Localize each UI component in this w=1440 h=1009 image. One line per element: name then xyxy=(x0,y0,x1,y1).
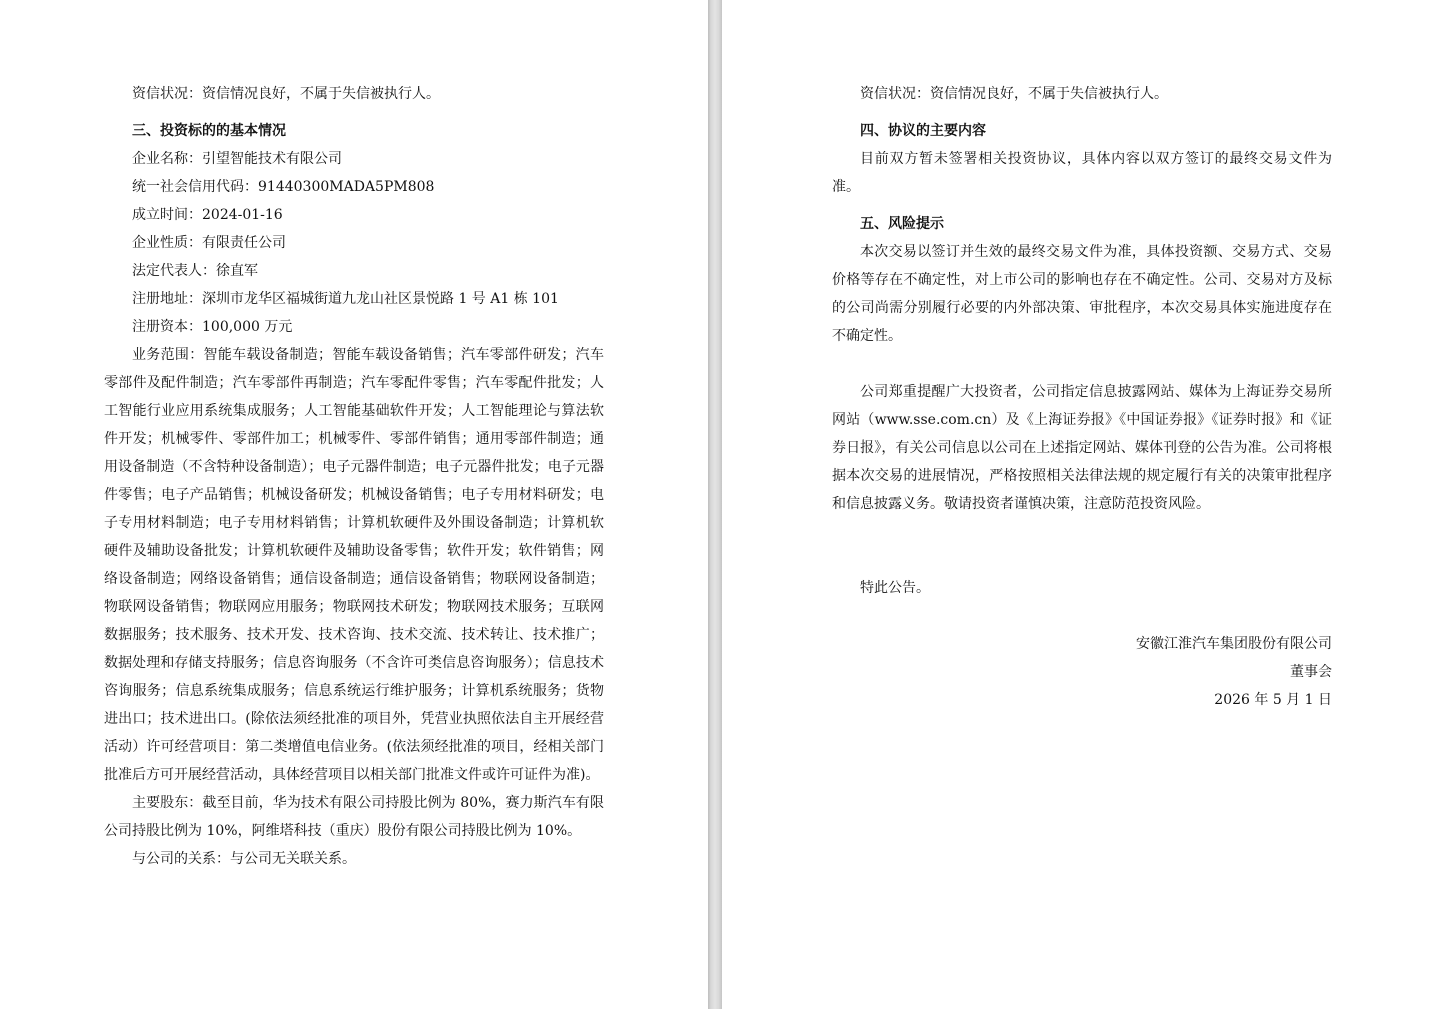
document-page-right xyxy=(722,0,1440,1009)
shareholders-paragraph: 主要股东：截至目前，华为技术有限公司持股比例为 80%，赛力斯汽车有限公司持股比例为 10%，阿维塔科技（重庆）股份有限公司持股比例为 10%。 xyxy=(104,795,604,839)
signature-company: 安徽江淮汽车集团股份有限公司 xyxy=(1136,636,1332,652)
field-credit-code: 统一社会信用代码：91440300MADA5PM808 xyxy=(132,179,435,195)
section-heading-investment-target: 三、投资标的的基本情况 xyxy=(132,123,286,139)
relation-paragraph: 与公司的关系：与公司无关联关系。 xyxy=(132,851,356,867)
page-content xyxy=(104,80,604,873)
credit-status-line: 资信状况：资信情况良好，不属于失信被执行人。 xyxy=(132,86,440,102)
field-company-name: 企业名称：引望智能技术有限公司 xyxy=(132,151,342,167)
field-company-nature: 企业性质：有限责任公司 xyxy=(132,235,286,251)
field-legal-representative: 法定代表人：徐直军 xyxy=(132,263,258,279)
page-gap xyxy=(708,0,722,1009)
paragraph-spacer xyxy=(832,602,1332,630)
business-scope-paragraph: 业务范围：智能车载设备制造；智能车载设备销售；汽车零部件研发；汽车零部件及配件制造；汽车零部件再制造；汽车零配件零售；汽车零配件批发；人工智能行业应用系统集成服务；人工智能基础软件开发；人工智能理论与算法软件开发；机械零件、零部件加工；机械零件、零部件销售；通用零部件制造；通用设备制造（不含特种设备制造）；电子元器件制造；电子元器件批发；电子元器件零售；电子产品销售；机械设备研发；机械设备销售；电子专用材料研发；电子专用材料制造；电子专用材料销售；计算机软硬件及外围设备制造；计算机软硬件及辅助设备批发；计算机软硬件及辅助设备零售；软件开发；软件销售；网络设备制造；网络设备销售；通信设备制造；通信设备销售；物联网设备制造；物联网设备销售；物联网应用服务；物联网技术研发；物联网技术服务；互联网数据服务；技术服务、技术开发、技术咨询、技术交流、技术转让、技术推广；数据处理和存储支持服务；信息咨询服务（不含许可类信息咨询服务）；信息技术咨询服务；信息系统集成服务；信息系统运行维护服务；计算机系统服务；货物进出口；技术进出口。(除依法须经批准的项目外，凭营业执照依法自主开展经营活动）许可经营项目：第二类增值电信业务。(依法须经批准的项目，经相关部门批准后方可开展经营活动，具体经营项目以相关部门批准文件或许可证件为准)。 xyxy=(104,347,604,783)
investor-reminder-paragraph: 公司郑重提醒广大投资者，公司指定信息披露网站、媒体为上海证券交易所网站（www.sse.com.cn）及《上海证券报》《中国证券报》《证券时报》和《证券日报》，有关公司信息以公司在上述指定网站、媒体刊登的公告为准。公司将根据本次交易的进展情况，严格按照相关法律法规的规定履行有关的决策审批程序和信息披露义务。敬请投资者谨慎决策，注意防范投资风险。 xyxy=(832,384,1332,512)
section-heading-agreement: 四、协议的主要内容 xyxy=(860,123,986,139)
closing-statement: 特此公告。 xyxy=(860,580,930,596)
credit-status-line: 资信状况：资信情况良好，不属于失信被执行人。 xyxy=(860,86,1168,102)
signature-board: 董事会 xyxy=(1290,664,1332,680)
risk-paragraph: 本次交易以签订并生效的最终交易文件为准，具体投资额、交易方式、交易价格等存在不确定性，对上市公司的影响也存在不确定性。公司、交易对方及标的公司尚需分别履行必要的内外部决策、审批程序，本次交易具体实施进度存在不确定性。 xyxy=(832,244,1332,344)
field-registered-address: 注册地址：深圳市龙华区福城街道九龙山社区景悦路 1 号 A1 栋 101 xyxy=(132,291,559,307)
paragraph-spacer xyxy=(832,518,1332,574)
signature-date: 2026 年 5 月 1 日 xyxy=(1214,692,1332,708)
document-page-left xyxy=(0,0,708,1009)
page-content xyxy=(832,80,1332,714)
paragraph-spacer xyxy=(832,350,1332,378)
field-established-date: 成立时间：2024-01-16 xyxy=(132,207,283,223)
section-heading-risk: 五、风险提示 xyxy=(860,216,944,232)
agreement-paragraph: 目前双方暂未签署相关投资协议，具体内容以双方签订的最终交易文件为准。 xyxy=(832,151,1332,195)
field-registered-capital: 注册资本：100,000 万元 xyxy=(132,319,293,335)
